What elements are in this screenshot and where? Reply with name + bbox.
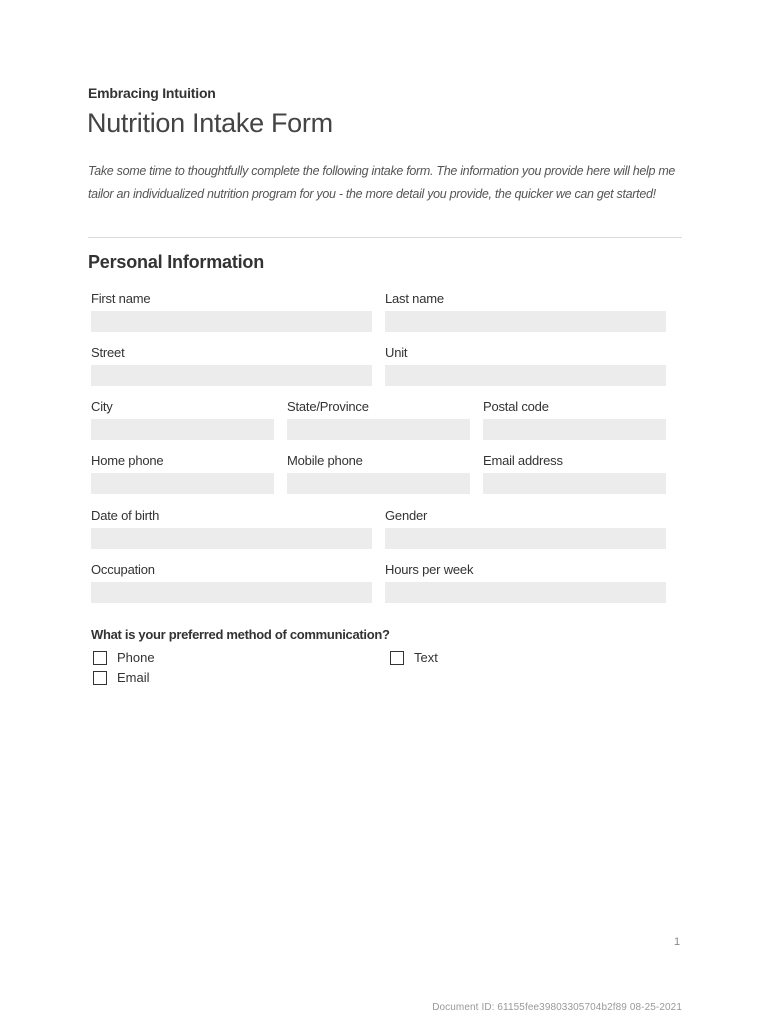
last-name-label: Last name xyxy=(385,291,444,306)
communication-question: What is your preferred method of communication? xyxy=(91,627,390,642)
postal-code-label: Postal code xyxy=(483,399,549,414)
city-field[interactable] xyxy=(91,419,274,440)
gender-label: Gender xyxy=(385,508,428,523)
home-phone-field[interactable] xyxy=(91,473,274,494)
state-province-field[interactable] xyxy=(287,419,470,440)
occupation-field[interactable] xyxy=(91,582,372,603)
email-option-label: Email xyxy=(117,670,150,685)
first-name-label: First name xyxy=(91,291,151,306)
state-province-label: State/Province xyxy=(287,399,369,414)
unit-field[interactable] xyxy=(385,365,666,386)
phone-option-label: Phone xyxy=(117,650,155,665)
mobile-phone-field[interactable] xyxy=(287,473,470,494)
street-field[interactable] xyxy=(91,365,372,386)
occupation-label: Occupation xyxy=(91,562,155,577)
intro-text: Take some time to thoughtfully complete the following intake form. The information you provide here will help me tailor an individualized nutrition program for you - the more detail you provide, the quicker we can get started! xyxy=(88,164,676,201)
document-id: Document ID: 61155fee39803305704b2f89 08-25-2021 xyxy=(432,1002,682,1013)
first-name-field[interactable] xyxy=(91,311,372,332)
section-title-personal-information: Personal Information xyxy=(88,252,265,272)
street-label: Street xyxy=(91,345,125,360)
page-number: 1 xyxy=(674,936,681,948)
last-name-field[interactable] xyxy=(385,311,666,332)
postal-code-field[interactable] xyxy=(483,419,666,440)
date-of-birth-label: Date of birth xyxy=(91,508,160,523)
mobile-phone-label: Mobile phone xyxy=(287,453,363,468)
date-of-birth-field[interactable] xyxy=(91,528,372,549)
email-address-label: Email address xyxy=(483,453,563,468)
phone-checkbox[interactable] xyxy=(93,651,107,665)
organization-name: Embracing Intuition xyxy=(88,85,216,101)
email-address-field[interactable] xyxy=(483,473,666,494)
email-checkbox[interactable] xyxy=(93,671,107,685)
home-phone-label: Home phone xyxy=(91,453,164,468)
unit-label: Unit xyxy=(385,345,408,360)
text-option-label: Text xyxy=(414,650,438,665)
hours-per-week-label: Hours per week xyxy=(385,562,474,577)
hours-per-week-field[interactable] xyxy=(385,582,666,603)
divider xyxy=(88,237,682,238)
gender-field[interactable] xyxy=(385,528,666,549)
city-label: City xyxy=(91,399,113,414)
form-title: Nutrition Intake Form xyxy=(87,108,333,138)
text-checkbox[interactable] xyxy=(390,651,404,665)
